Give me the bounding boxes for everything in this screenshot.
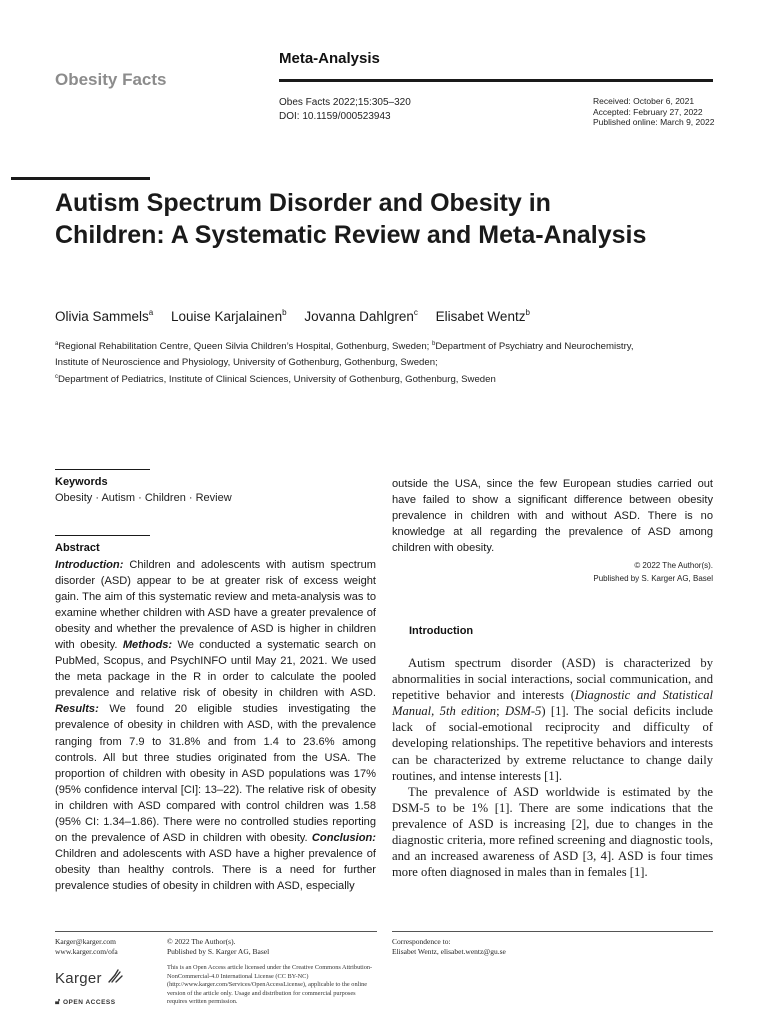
publisher-contact xyxy=(55,937,118,957)
article-type: Meta-Analysis xyxy=(279,50,380,67)
footer-rule-right xyxy=(392,931,713,932)
introduction-body xyxy=(392,655,713,880)
author[interactable]: Olivia Sammels$^a$ xyxy=(55,308,154,324)
header-rule xyxy=(279,79,713,82)
karger-logo-icon xyxy=(106,968,124,984)
footer-rule-left xyxy=(55,931,377,932)
accepted-date: Accepted: February 27, 2022 xyxy=(593,106,703,117)
abstract-body-left: Introduction: Children and adolescents with autism spectrum disorder (ASD) appear to be at greater risk of excess weight gain. The aim of this systematic review and meta-analysis was to examine whether children with ASD have a greater prevalence of obesity and whether the prevalence of ASD is higher in children with obesity. Methods: We conducted a systematic search on PubMed, Scopus, and PsychINFO until May 21, 2021. We used the meta package in the R in order to calculate the pooled prevalence and relative risk of obesity in children with ASD. Results: We found 20 eligible studies investigating the prevalence of obesity in children with ASD, with the prevalence ranging from 7.9 to 31.8% and from 1.4 to 23.6% among controls. All but three studies originated from the USA. The proportion of children with obesity in ASD populations was 17% (95% confidence interval [CI]: 13–22). The relative risk of obesity in children with ASD compared with control children was 1.58 (95% CI: 1.34–1.86). There were no controlled studies reporting on the prevalence of ASD in children with obesity. Conclusion: Children and adolescents with ASD have a higher prevalence of obesity than healthy controls. There is a need for further prevalence studies of obesity in children with ASD, especially xyxy=(55,559,376,892)
keywords-text: Obesity · Autism · Children · Review xyxy=(55,492,232,504)
introduction-heading: Introduction xyxy=(409,625,474,637)
intro-paragraph-2: The prevalence of ASD worldwide is estimated by the DSM-5 to be 1% [1]. There are some indications that the prevalence of ASD is increasing [2], due to changes in the diagnostic criteria, more refined screening and diagnostic tools, and an increased awareness of ASD [3, 4]. ASD is four times more often diagnosed in males than in females [1]. xyxy=(392,784,713,880)
author[interactable]: Elisabet Wentz$^b$ xyxy=(435,308,530,324)
title-rule xyxy=(11,177,150,180)
author[interactable]: Louise Karjalainen$^b$ xyxy=(171,308,287,324)
keywords-heading: Keywords xyxy=(55,476,108,488)
abstract-rule xyxy=(55,535,150,536)
karger-logo: Karger xyxy=(55,968,124,987)
intro-paragraph-1: Autism spectrum disorder (ASD) is characterized by abnormalities in social interactions, social communication, and repetitive behavior and interests (Diagnostic and Statistical Manual, 5th edition; DSM-5) [1]. The social deficits include lack of social-emotional reciprocity and difficulty of developing relationships. The repetitive behaviors and interests can be characterized by extreme reluctance to change daily routines, and intense interests [1]. xyxy=(392,656,713,783)
correspondence xyxy=(392,937,506,957)
citation: Obes Facts 2022;15:305–320 xyxy=(279,97,411,108)
publisher-web[interactable]: www.karger.com/ofa xyxy=(55,947,118,956)
abstract-heading: Abstract xyxy=(55,542,100,554)
publisher-email[interactable]: Karger@karger.com xyxy=(55,937,116,946)
dates-block xyxy=(593,96,714,128)
affiliations: $^a$Regional Rehabilitation Centre, Queen Silvia Children’s Hospital, Gothenburg, Sweden; $^b$Department of Psychiatry and Neurochemistry, Institute of Neuroscience and Physiology, University of Gothenburg, Gothenburg, Sweden; $^c$Department of Pediatrics, Institute of Clinical Sciences, University of Gothenburg, Gothenburg, Sweden xyxy=(55,341,634,385)
open-access-icon: 🔓︎ xyxy=(55,997,61,1006)
author[interactable]: Jovanna Dahlgren$^c$ xyxy=(304,308,418,324)
open-access-badge: 🔓︎ OPEN ACCESS xyxy=(55,997,116,1006)
citation-block xyxy=(279,96,411,124)
doi-link[interactable]: DOI: 10.1159/000523943 xyxy=(279,111,391,122)
correspondence-contact[interactable]: Elisabet Wentz, elisabet.wentz@gu.se xyxy=(392,947,506,956)
abstract-body-right: outside the USA, since the few European studies carried out have failed to show a significant difference between obesity prevalence in children with and without ASD. There is no knowledge at all regarding the prevalence of ASD among children with obesity. xyxy=(392,478,713,555)
received-date: Received: October 6, 2021 xyxy=(593,96,695,106)
keywords-rule xyxy=(55,469,150,470)
journal-name: Obesity Facts xyxy=(55,70,167,89)
license-text: This is an Open Access article licensed under the Creative Commons Attribution-NonCommercial-4.0 International License (CC BY-NC) (http://www.karger.com/Services/OpenAccessLicense), applicable to the online version of the article only. Usage and distribution for commercial purposes requires written permission. xyxy=(167,964,373,1006)
published-date: Published online: March 9, 2022 xyxy=(593,117,715,127)
abstract-copyright: © 2022 The Author(s). Published by S. Karger AG, Basel xyxy=(593,561,713,583)
correspondence-label: Correspondence to: xyxy=(392,937,451,946)
footer-copyright: © 2022 The Author(s). Published by S. Karger AG, Basel xyxy=(167,937,270,956)
author-list xyxy=(55,308,544,324)
article-title: Autism Spectrum Disorder and Obesity in Children: A Systematic Review and Meta-Analysis xyxy=(55,189,647,249)
